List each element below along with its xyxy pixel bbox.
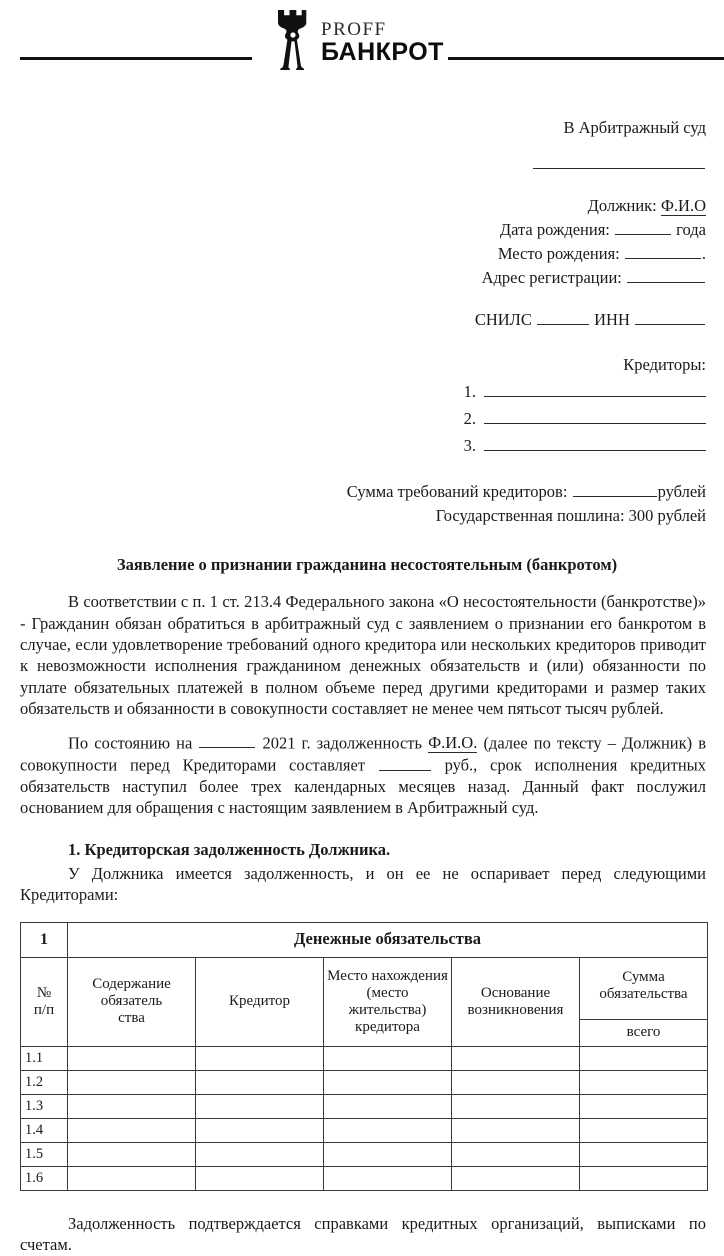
table-row xyxy=(21,1118,708,1142)
cell-basis[interactable] xyxy=(452,1166,580,1190)
cell-creditor[interactable] xyxy=(196,1070,324,1094)
column-header-content xyxy=(68,957,196,1046)
blank-line xyxy=(484,434,706,451)
court-label: В Арбитражный суд xyxy=(563,118,706,137)
debtor-label: Должник: xyxy=(587,196,657,216)
section-1-text: У Должника имеется задолженность, и он ее не оспаривает перед следующими Кредиторами: xyxy=(20,863,706,905)
debt-status-prefix: По состоянию на xyxy=(68,733,193,753)
court-name-blank xyxy=(20,152,706,176)
section-1-heading: 1. Кредиторская задолженность Должника. xyxy=(68,839,391,859)
debtor-value: Ф.И.О xyxy=(660,196,706,216)
column-header-number-l1: № xyxy=(36,984,52,1001)
column-header-basis-l2: возникновения xyxy=(467,1001,564,1018)
blank-line xyxy=(533,152,705,169)
logo-text-primary: PROFF xyxy=(321,18,387,40)
birth-date-label: Дата рождения: xyxy=(499,220,610,240)
table-group-row xyxy=(21,922,708,957)
cell-sum[interactable] xyxy=(580,1070,708,1094)
column-header-sum-l2: обязательства xyxy=(599,986,688,1003)
column-header-content-l2: обязатель xyxy=(100,993,163,1010)
claims-sum-label: Сумма требований кредиторов: xyxy=(346,481,568,501)
creditor-entry xyxy=(20,434,706,458)
column-header-sum xyxy=(580,957,708,1046)
column-header-sum-l1: Сумма xyxy=(622,969,665,986)
blank-line xyxy=(484,380,706,397)
blank-line xyxy=(537,309,589,326)
paragraph-debt-status xyxy=(20,732,706,819)
creditor-number: 3. xyxy=(463,435,476,455)
column-header-location xyxy=(324,957,452,1046)
cell-creditor[interactable] xyxy=(196,1094,324,1118)
column-header-creditor: Кредитор xyxy=(196,957,324,1046)
birth-date-line xyxy=(20,218,706,242)
row-number: 1.3 xyxy=(21,1094,68,1118)
blank-line xyxy=(199,732,255,749)
cell-creditor[interactable] xyxy=(196,1118,324,1142)
cell-location[interactable] xyxy=(324,1046,452,1070)
brand-logo xyxy=(268,8,448,70)
creditors-label: Кредиторы: xyxy=(623,354,706,374)
cell-basis[interactable] xyxy=(452,1070,580,1094)
blank-line xyxy=(573,480,657,497)
column-header-number xyxy=(21,957,68,1046)
group-title-cell: Денежные обязательства xyxy=(68,922,708,957)
column-header-basis xyxy=(452,957,580,1046)
cell-location[interactable] xyxy=(324,1118,452,1142)
registration-address-label: Адрес регистрации: xyxy=(481,268,622,288)
cell-content[interactable] xyxy=(68,1142,196,1166)
group-number-cell: 1 xyxy=(21,922,68,957)
table-row xyxy=(21,1070,708,1094)
document-page xyxy=(0,116,724,1256)
debt-status-tail: руб., срок исполнения кредитных обязательств наступил более трех календарных месяцев назад. Данный факт послужил основанием для обращения с настоящим заявлением в Арбитражный суд. xyxy=(20,755,707,818)
table-row xyxy=(21,1166,708,1190)
row-number: 1.4 xyxy=(21,1118,68,1142)
registration-address-line xyxy=(20,266,706,290)
column-header-location-l1: Место нахождения xyxy=(327,967,448,984)
chess-rook-icon xyxy=(272,8,314,70)
cell-basis[interactable] xyxy=(452,1118,580,1142)
column-header-sum-title xyxy=(580,958,707,1020)
creditor-number: 1. xyxy=(463,381,476,401)
blank-line xyxy=(625,243,701,260)
cell-location[interactable] xyxy=(324,1142,452,1166)
birth-place-line xyxy=(20,242,706,266)
cell-location[interactable] xyxy=(324,1166,452,1190)
claims-sum-suffix: рублей xyxy=(657,481,706,501)
cell-creditor[interactable] xyxy=(196,1142,324,1166)
column-header-basis-l1: Основание xyxy=(480,984,551,1001)
column-header-number-l2: п/п xyxy=(33,1001,55,1018)
cell-content[interactable] xyxy=(68,1166,196,1190)
claims-sum-line xyxy=(20,480,706,504)
birth-date-suffix: года xyxy=(676,220,706,240)
table-row xyxy=(21,1094,708,1118)
paragraph-law-reference: В соответствии с п. 1 ст. 213.4 Федерального закона «О несостоятельности (банкротстве)» - Гражданин обязан обратиться в арбитражный суд с заявлением о признании его банкротом в случае, если удовлетворение требований одного кредитора или нескольких кредиторов приводит к невозможности исполнения гражданином денежных обязательств и (или) обязанности по уплате обязательных платежей в полном объеме перед другими кредиторами и размер таких обязательств и обязанности в совокупности составляет не менее чем пятьсот тысяч рублей. xyxy=(20,592,706,719)
blank-line xyxy=(635,309,705,326)
table-row xyxy=(21,1142,708,1166)
cell-content[interactable] xyxy=(68,1070,196,1094)
cell-sum[interactable] xyxy=(580,1166,708,1190)
row-number: 1.6 xyxy=(21,1166,68,1190)
blank-line xyxy=(484,407,706,424)
document-header xyxy=(0,0,724,92)
debt-status-year: 2021 г. задолженность xyxy=(262,733,423,753)
header-rule-left xyxy=(20,57,252,60)
column-header-content-l1: Содержание xyxy=(92,976,171,993)
cell-basis[interactable] xyxy=(452,1142,580,1166)
debt-status-fio: Ф.И.О. xyxy=(428,733,478,753)
birth-place-suffix: . xyxy=(701,244,706,264)
creditor-entry xyxy=(20,380,706,404)
blank-line xyxy=(379,754,431,771)
snils-label: СНИЛС xyxy=(474,310,532,330)
column-header-location-l3: кредитора xyxy=(355,1018,420,1035)
logo-text-secondary: БАНКРОТ xyxy=(321,37,444,66)
document-title: Заявление о признании гражданина несостоятельным (банкротом) xyxy=(116,555,618,575)
cell-content[interactable] xyxy=(68,1094,196,1118)
requisites-block xyxy=(20,116,706,528)
debt-status-middle: (далее по тексту – Должник) в совокупности перед Кредиторами составляет xyxy=(20,733,706,775)
cell-location[interactable] xyxy=(324,1070,452,1094)
table-row xyxy=(21,1046,708,1070)
column-header-sum-subtotal: всего xyxy=(626,1024,661,1041)
cell-sum[interactable] xyxy=(580,1118,708,1142)
cell-sum[interactable] xyxy=(580,1142,708,1166)
monetary-obligations-table xyxy=(20,922,708,1191)
cell-basis[interactable] xyxy=(452,1094,580,1118)
header-rule-right xyxy=(440,57,724,60)
cell-creditor[interactable] xyxy=(196,1046,324,1070)
cell-creditor[interactable] xyxy=(196,1166,324,1190)
paragraph-debt-confirmation: Задолженность подтверждается справками кредитных организаций, выписками по счетам. xyxy=(20,1213,706,1255)
creditor-entry xyxy=(20,407,706,431)
blank-line xyxy=(615,219,671,236)
column-header-content-l3: ства xyxy=(118,1010,145,1027)
birth-place-label: Место рождения: xyxy=(497,244,620,264)
cell-basis[interactable] xyxy=(452,1046,580,1070)
snils-inn-line xyxy=(20,308,706,332)
column-header-location-l2: (место жительства) xyxy=(348,984,427,1018)
cell-sum[interactable] xyxy=(580,1094,708,1118)
table-header-row xyxy=(21,957,708,1046)
inn-label: ИНН xyxy=(594,310,630,330)
state-duty-line: Государственная пошлина: 300 рублей xyxy=(435,505,706,525)
cell-content[interactable] xyxy=(68,1118,196,1142)
sums-block xyxy=(20,480,706,528)
debtor-line xyxy=(20,194,706,218)
cell-location[interactable] xyxy=(324,1094,452,1118)
row-number: 1.1 xyxy=(21,1046,68,1070)
row-number: 1.2 xyxy=(21,1070,68,1094)
row-number: 1.5 xyxy=(21,1142,68,1166)
creditor-number: 2. xyxy=(463,408,476,428)
cell-content[interactable] xyxy=(68,1046,196,1070)
cell-sum[interactable] xyxy=(580,1046,708,1070)
blank-line xyxy=(627,267,705,284)
